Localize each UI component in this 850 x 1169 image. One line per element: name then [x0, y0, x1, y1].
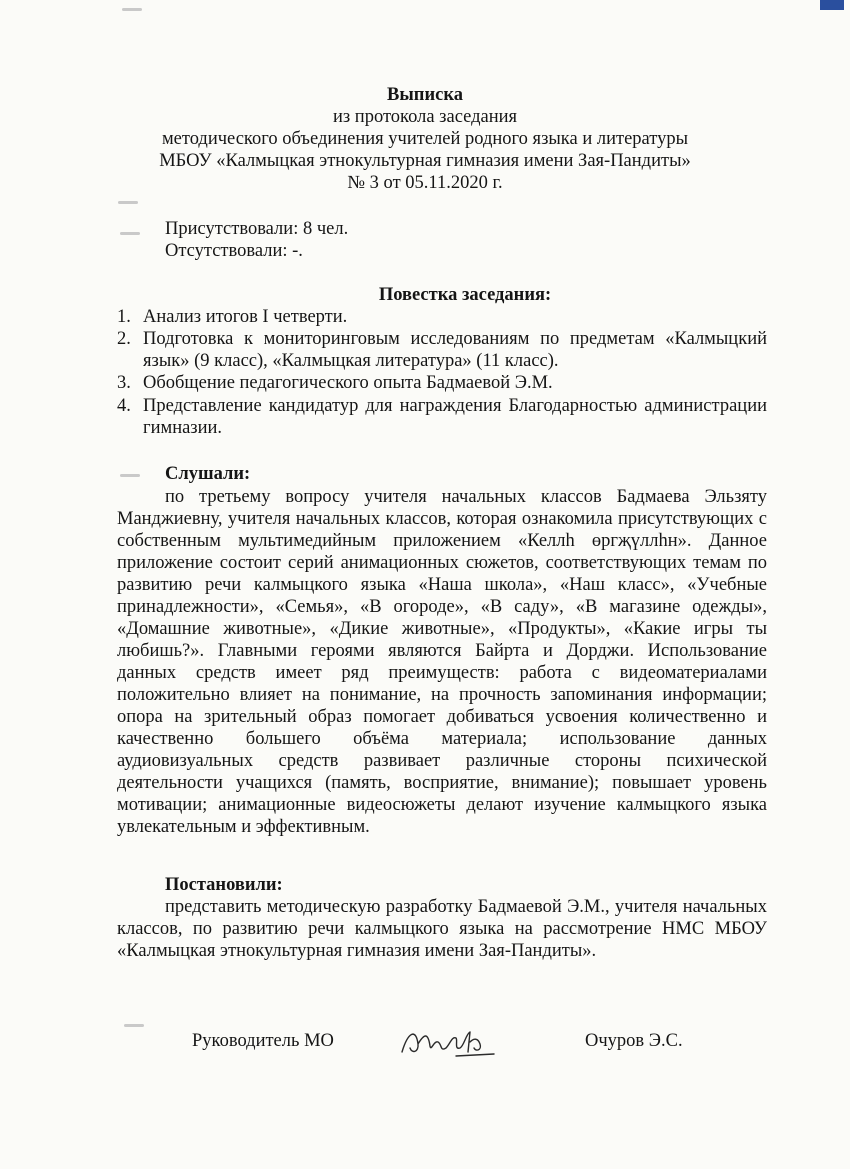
document-title: Выписка — [387, 85, 463, 105]
agenda-item-text: Обобщение педагогического опыта Бадмаевой Э.М. — [143, 373, 553, 393]
decided-heading: Постановили: — [165, 875, 283, 895]
agenda-item — [117, 328, 767, 372]
signatory-role: Руководитель МО — [192, 1031, 334, 1051]
punch-mark — [124, 1024, 144, 1027]
agenda-item — [117, 306, 767, 328]
agenda-item — [117, 395, 767, 439]
school-name: МБОУ «Калмыцкая этнокультурная гимназия имени Зая-Пандиты» — [159, 151, 691, 171]
document-subtitle: из протокола заседания — [332, 107, 518, 127]
punch-mark — [120, 474, 140, 477]
punch-mark — [120, 232, 140, 235]
punch-mark — [118, 201, 138, 204]
agenda-heading: Повестка заседания: — [378, 285, 552, 305]
heard-heading: Слушали: — [165, 464, 251, 484]
punch-mark — [122, 8, 142, 11]
attendance-present: Присутствовали: 8 чел. — [165, 219, 349, 239]
agenda-item-number: 3. — [117, 373, 131, 393]
agenda-item-number: 1. — [117, 307, 131, 327]
signatory-name: Очуров Э.С. — [585, 1031, 683, 1051]
protocol-number: № 3 от 05.11.2020 г. — [347, 173, 503, 193]
scan-corner-mark — [820, 0, 844, 10]
agenda-item-number: 2. — [117, 329, 131, 349]
signature-image — [398, 1022, 498, 1062]
attendance-absent: Отсутствовали: -. — [165, 241, 303, 261]
agenda-item-number: 4. — [117, 396, 131, 416]
organization-unit: методического объединения учителей родного языка и литературы — [161, 129, 689, 149]
agenda-item-text: Подготовка к мониторинговым исследованиям по предметам «Калмыцкий язык» (9 класс), «Калмыцкая литература» (11 класс). — [143, 329, 767, 371]
decided-text: представить методическую разработку Бадмаевой Э.М., учителя начальных классов, по развитию речи калмыцкого языка на рассмотрение НМС МБОУ «Калмыцкая этнокультурная гимназия имени Зая-Пандиты». — [117, 897, 767, 961]
agenda-item-text: Анализ итогов I четверти. — [143, 307, 348, 327]
agenda-item — [117, 372, 767, 394]
agenda-item-text: Представление кандидатур для награждения Благодарностью администрации гимназии. — [143, 396, 767, 438]
heard-text: по третьему вопросу учителя начальных классов Бадмаева Эльзяту Манджиевну, учителя начальных классов, которая ознакомила присутствующих с собственным мультимедийным приложением «Келлһ өргҗүллһн». Данное приложение состоит серий анимационных сюжетов, соответствующих темам по развитию речи калмыцкого языка «Наша школа», «Наш класс», «Учебные принадлежности», «Семья», «В огороде», «В саду», «В магазине одежды», «Домашние животные», «Дикие животные», «Продукты», «Какие игры ты любишь?». Главными героями являются Байрта и Дорджи. Использование данных средств имеет ряд преимуществ: работа с видеоматериалами положительно влияет на понимание, на прочность запоминания информации; опора на зрительный образ помогает добиваться усвоения количественно и качественно большего объёма материала; использование данных аудиовизуальных средств развивает различные стороны психической деятельности учащихся (память, восприятие, внимание); повышает уровень мотивации; анимационные видеосюжеты делают изучение калмыцкого языка увлекательным и эффективным. — [117, 487, 767, 837]
